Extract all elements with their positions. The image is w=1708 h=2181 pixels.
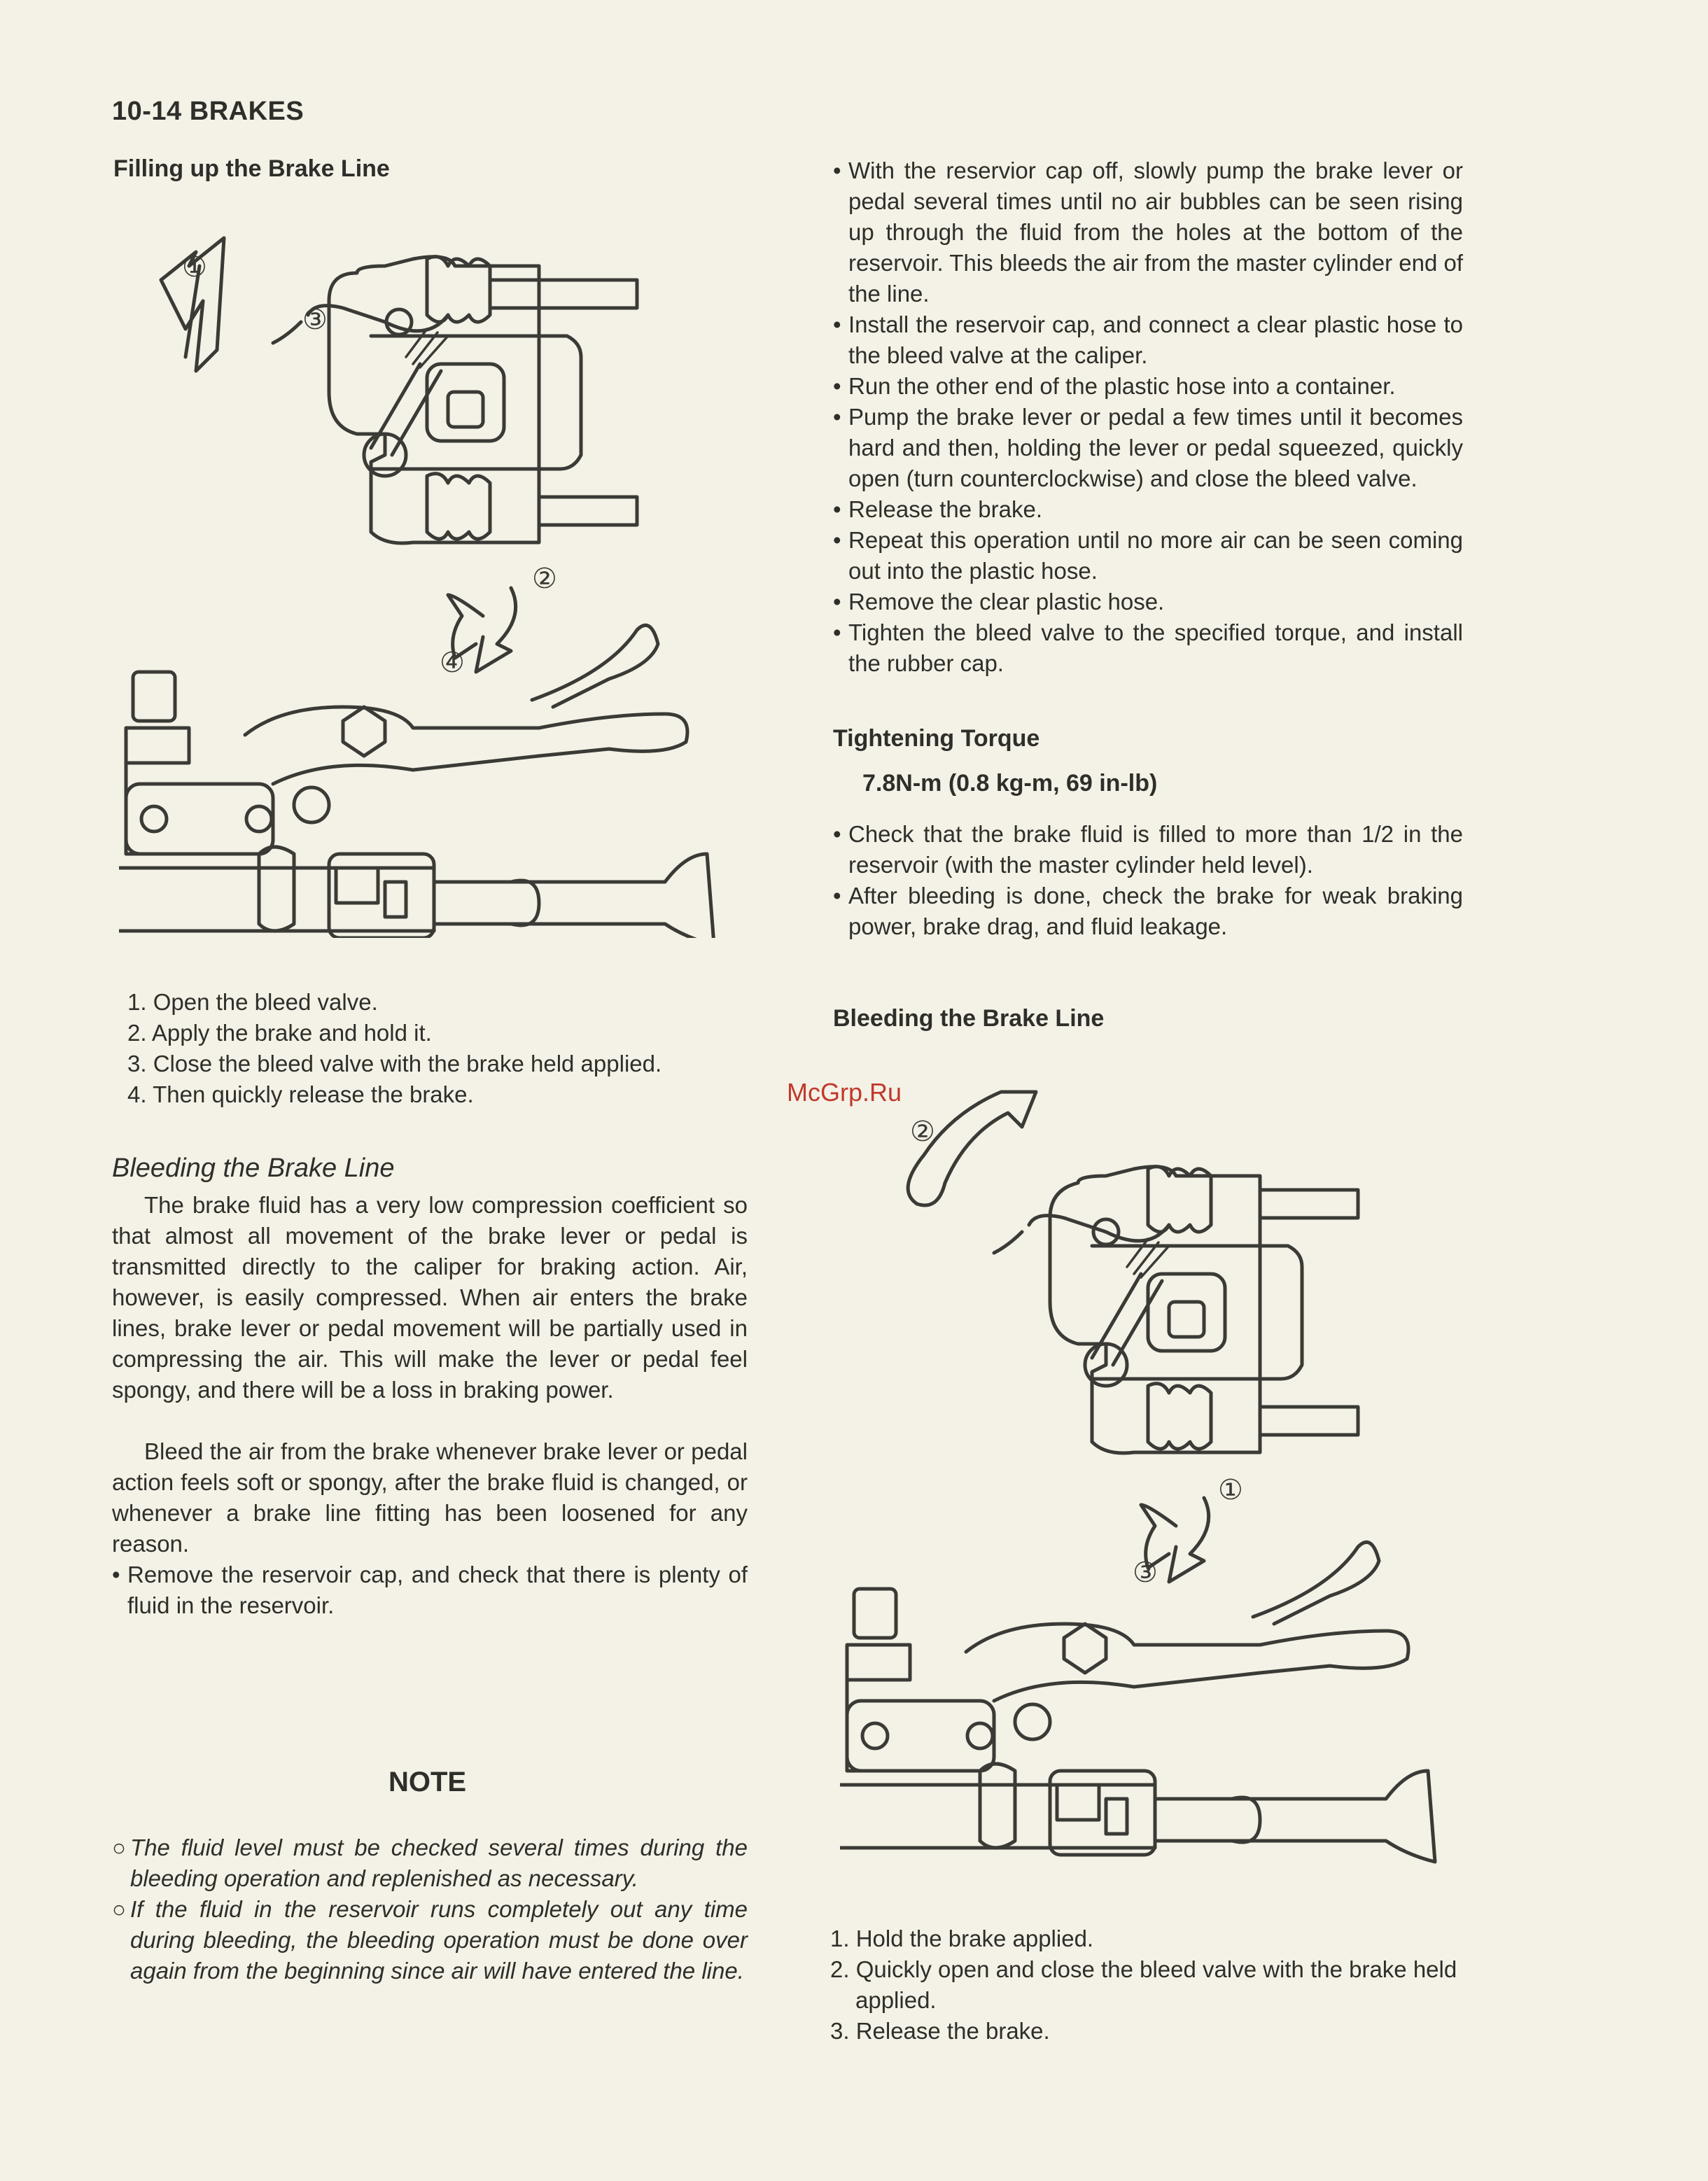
callout-4: ④ bbox=[440, 647, 465, 679]
bleed-heading-right: Bleeding the Brake Line bbox=[833, 1005, 1105, 1032]
bullet-text: Check that the brake fluid is filled to more than 1/2 in the reservoir (with the master cylinder held level). bbox=[848, 821, 1463, 878]
list-item: 1. Hold the brake applied. bbox=[830, 1926, 1094, 1951]
bullet-icon: • bbox=[833, 589, 841, 615]
figure-bleed-brake-line bbox=[840, 1071, 1456, 1911]
note-item bbox=[112, 1832, 748, 1894]
callout-1: ① bbox=[182, 251, 207, 283]
bullet-text: With the reservior cap off, slowly pump the brake lever or pedal several times until no air bubbles can be seen rising up through the fluid from the holes at the bottom of the reservoir. This bleeds the air from the master cylinder end of the line. bbox=[848, 157, 1463, 307]
list-item bbox=[833, 371, 1463, 402]
callout-3: ③ bbox=[1133, 1557, 1158, 1589]
bleed-bullet bbox=[112, 1559, 748, 1621]
bullet-text: Tighten the bleed valve to the specified torque, and install the rubber cap. bbox=[848, 619, 1463, 676]
bullet-icon: • bbox=[833, 619, 841, 645]
list-item: 3. Close the bleed valve with the brake held applied. bbox=[127, 1051, 662, 1077]
bleed-heading-italic: Bleeding the Brake Line bbox=[112, 1153, 395, 1183]
bleed-steps-list bbox=[830, 1923, 1467, 2047]
callout-3: ③ bbox=[302, 304, 328, 336]
caliper-drawing bbox=[994, 1167, 1358, 1453]
bullet-text: Release the brake. bbox=[848, 496, 1043, 522]
brake-lever-drawing bbox=[119, 625, 714, 938]
list-item: 4. Then quickly release the brake. bbox=[127, 1081, 474, 1107]
bullet-text: Repeat this operation until no more air can be seen coming out into the plastic hose. bbox=[848, 527, 1463, 584]
callout-1: ① bbox=[1218, 1474, 1243, 1506]
bullet-text: Install the reservoir cap, and connect a clear plastic hose to the bleed valve at the caliper. bbox=[848, 311, 1463, 368]
bullet-text: After bleeding is done, check the brake for weak braking power, brake drag, and fluid leakage. bbox=[848, 883, 1463, 939]
torque-heading: Tightening Torque bbox=[833, 725, 1040, 752]
bullet-text: Pump the brake lever or pedal a few times until it becomes hard and then, holding the lever or pedal squeezed, quickly open (turn counterclockwise) and close the bleed valve. bbox=[848, 404, 1463, 491]
watermark: McGrp.Ru bbox=[787, 1078, 902, 1107]
bullet-text: Run the other end of the plastic hose into a container. bbox=[848, 373, 1396, 399]
list-item bbox=[833, 525, 1463, 587]
list-item: 1. Open the bleed valve. bbox=[127, 989, 378, 1015]
bullet-text: Remove the reservoir cap, and check that there is plenty of fluid in the reservoir. bbox=[127, 1562, 748, 1618]
fill-heading: Filling up the Brake Line bbox=[113, 155, 390, 182]
note-mark-icon: ○ bbox=[112, 1835, 126, 1860]
bullet-icon: • bbox=[833, 157, 841, 183]
list-item: 3. Release the brake. bbox=[830, 2018, 1050, 2044]
bullet-icon: • bbox=[833, 496, 841, 522]
bullet-icon: • bbox=[112, 1562, 120, 1587]
bleed-paragraph-1: The brake fluid has a very low compression coefficient so that almost all movement of the brake lever or pedal is transmitted directly to the caliper for braking action. Air, however, is easily compressed. When air enters the brake lines, brake lever or pedal movement will be partially used in compressing the air. This will make the lever or pedal feel spongy, and there will be a loss in braking power. bbox=[112, 1192, 748, 1403]
torque-value: 7.8N-m (0.8 kg-m, 69 in-lb) bbox=[862, 770, 1158, 797]
list-item bbox=[833, 617, 1463, 679]
callout-2: ② bbox=[910, 1116, 935, 1148]
bullet-icon: • bbox=[833, 821, 841, 847]
bullet-icon: • bbox=[833, 404, 841, 430]
brake-lever-drawing bbox=[840, 1542, 1435, 1862]
list-item: 2. Apply the brake and hold it. bbox=[127, 1020, 432, 1046]
list-item bbox=[833, 881, 1463, 942]
fill-steps-list bbox=[127, 987, 757, 1110]
procedure-bullets-2 bbox=[833, 819, 1463, 942]
list-item bbox=[833, 402, 1463, 494]
procedure-bullets-1 bbox=[833, 155, 1463, 679]
list-item bbox=[833, 494, 1463, 525]
bullet-icon: • bbox=[833, 527, 841, 553]
note-mark-icon: ○ bbox=[112, 1896, 126, 1922]
bleed-paragraph-2: Bleed the air from the brake whenever brake lever or pedal action feels soft or spongy, after the brake fluid is changed, or whenever a brake line fitting has been loosened for any reason. bbox=[112, 1438, 748, 1557]
list-item bbox=[833, 155, 1463, 309]
list-item bbox=[833, 309, 1463, 371]
bullet-icon: • bbox=[833, 883, 841, 909]
page-header: 10-14 BRAKES bbox=[112, 97, 304, 126]
bullet-icon: • bbox=[833, 311, 841, 337]
bullet-icon: • bbox=[833, 373, 841, 399]
list-item bbox=[833, 819, 1463, 881]
note-list bbox=[112, 1832, 748, 1986]
curved-arrow-icon bbox=[908, 1092, 1036, 1205]
note-text: If the fluid in the reservoir runs completely out any time during bleeding, the bleeding operation must be done over again from the beginning since air will have entered the line. bbox=[130, 1896, 748, 1984]
figure-fill-brake-line bbox=[119, 224, 735, 938]
note-item bbox=[112, 1894, 748, 1986]
note-text: The fluid level must be checked several times during the bleeding operation and replenished as necessary. bbox=[130, 1835, 748, 1891]
list-item bbox=[833, 587, 1463, 617]
note-title: NOTE bbox=[388, 1767, 467, 1797]
callout-2: ② bbox=[532, 563, 557, 595]
list-item: 2. Quickly open and close the bleed valve with the brake held applied. bbox=[830, 1956, 1457, 2013]
bullet-text: Remove the clear plastic hose. bbox=[848, 589, 1165, 615]
caliper-drawing bbox=[273, 257, 637, 543]
